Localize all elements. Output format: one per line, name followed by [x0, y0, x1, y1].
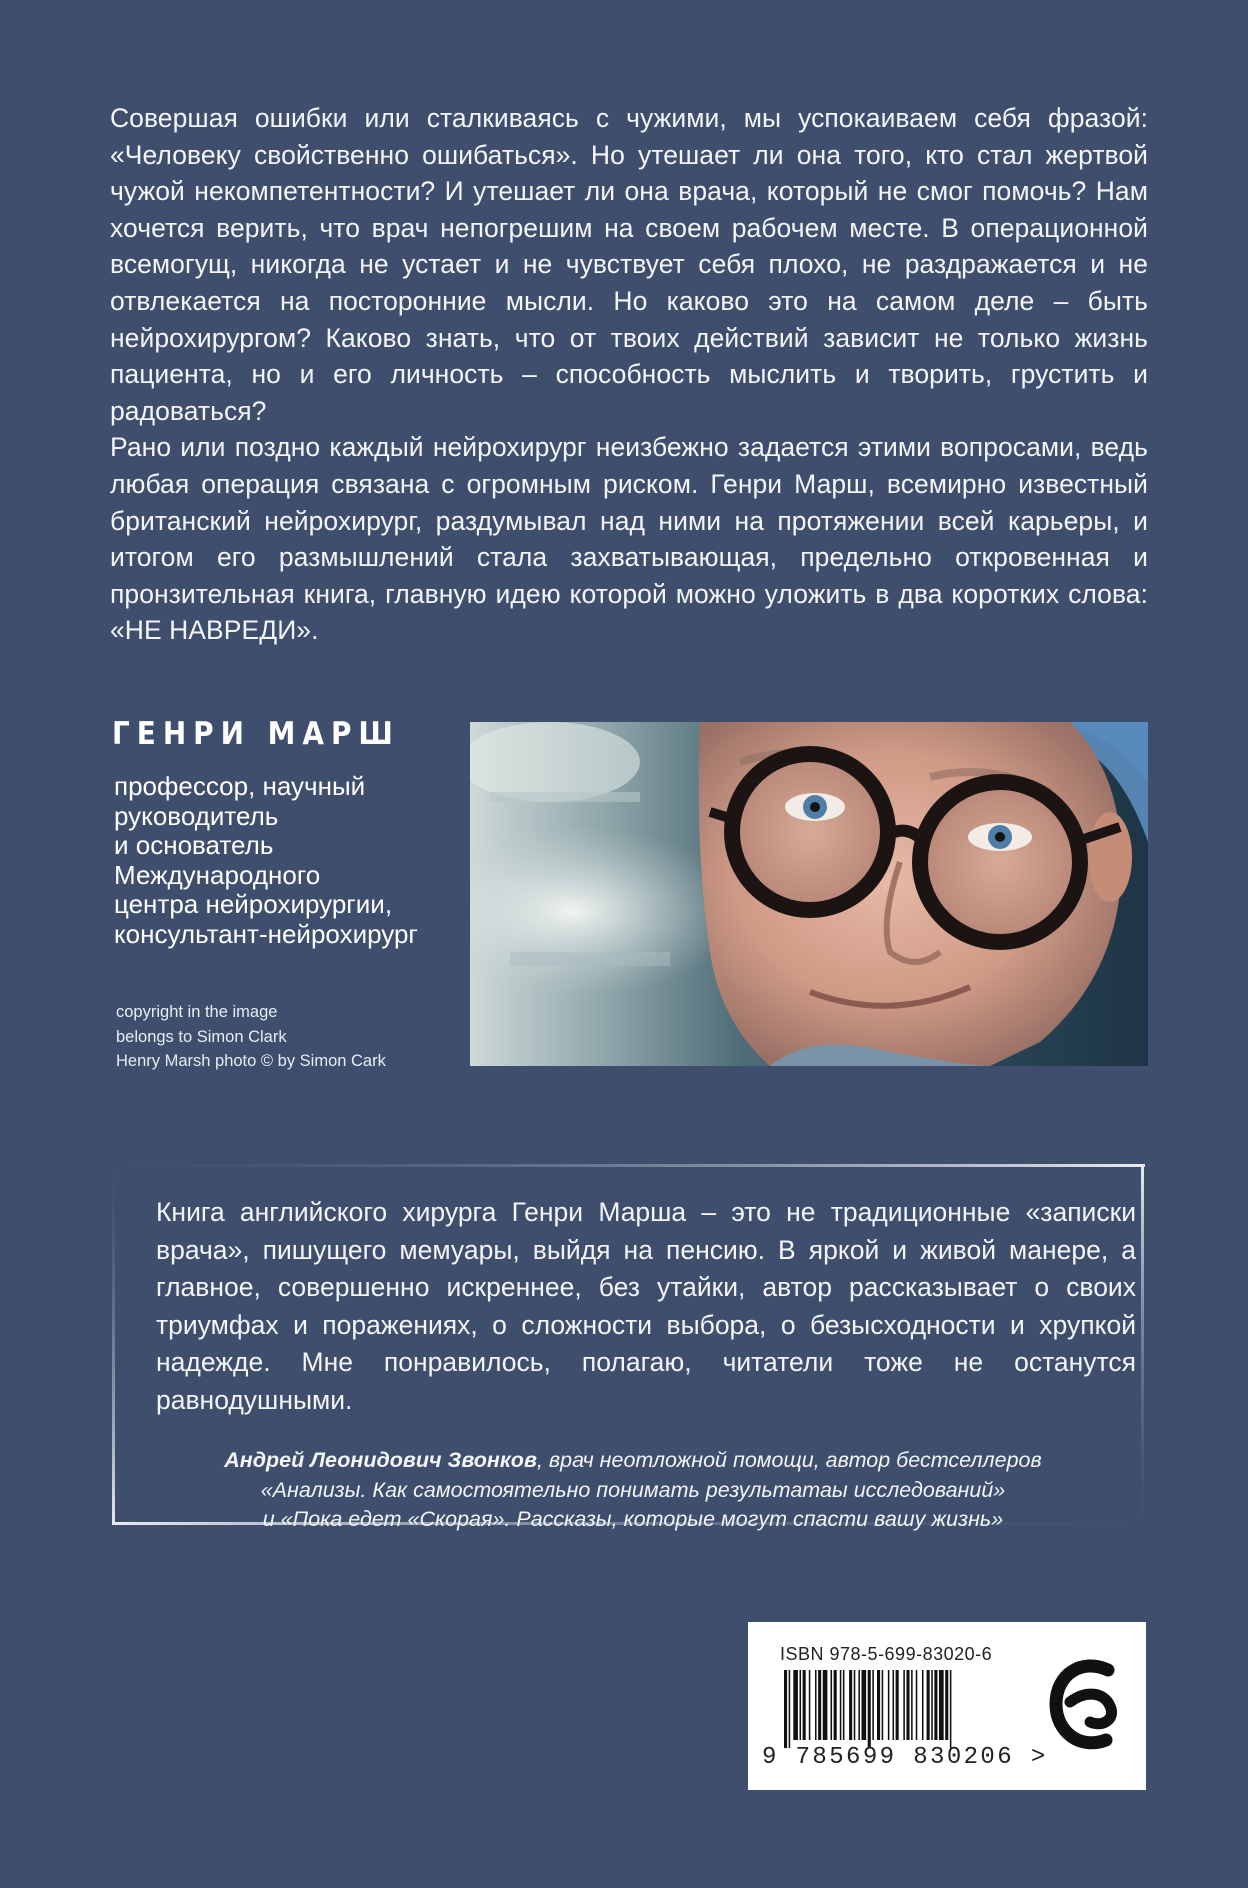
author-title-line: профессор, научный	[114, 771, 366, 801]
barcode-bar	[927, 1670, 930, 1740]
author-title-line: центра нейрохирургии,	[114, 889, 393, 919]
barcode-bar	[800, 1670, 802, 1740]
author-title-line: Международного	[114, 859, 321, 890]
copyright-line: copyright in the image	[116, 1003, 278, 1021]
author-photo	[470, 722, 1148, 1066]
review-credit	[140, 1446, 1126, 1535]
barcode-bar	[950, 1670, 952, 1748]
barcode-bar	[793, 1670, 798, 1740]
barcode-bar	[882, 1670, 884, 1740]
barcode-bar	[916, 1670, 918, 1740]
barcode-bar	[934, 1670, 937, 1740]
barcode-bar	[834, 1670, 837, 1740]
copyright-line: Henry Marsh photo © by Simon Cark	[116, 1052, 386, 1070]
barcode-bar	[888, 1670, 890, 1740]
reviewer-info: , врач неотложной помощи, автор бестселлеров	[536, 1448, 1042, 1472]
barcode-bar	[893, 1670, 895, 1740]
barcode-bar	[840, 1670, 842, 1740]
author-title-line: консультант-нейрохирург	[114, 918, 418, 949]
isbn-number: ISBN 978-5-699-83020-6	[780, 1644, 993, 1664]
barcode-bar	[784, 1670, 787, 1748]
publisher-logo-icon	[1046, 1656, 1126, 1756]
copyright-line: belongs to Simon Clark	[116, 1027, 287, 1046]
barcode-bar	[868, 1670, 871, 1748]
reviewer-name: Андрей Леонидович Звонков	[224, 1448, 537, 1472]
barcode-digits: 9 785699 830206 >	[762, 1744, 1048, 1771]
barcode-bar	[789, 1670, 791, 1748]
author-name: ГЕНРИ МАРШ	[112, 716, 400, 752]
barcode-bar	[823, 1670, 828, 1740]
review-text: Книга английского хирурга Генри Марша – это не традиционные «записки врача», пишущего мемуары, выйдя на пенсию. В яркой и живой манере, а главное, совершенно искреннее, без утайки, автор рассказывает о своих триумфах и поражениях, о сложности выбора, о безысходности и хрупкой надежде. Мне понравилось, полагаю, читатели тоже не останутся равнодушными.	[156, 1197, 1136, 1415]
blurb-paragraph: Рано или поздно каждый нейрохирург неизбежно задается этими вопросами, ведь любая операция связана с огромным риском. Генри Марш, всемирно известный британский нейрохирург, раздумывал над ними на протяжении всей карьеры, и итогом его размышлений стала захватывающая, предельно откровенная и пронзительная книга, главную идею которой можно уложить в два коротких слова: «НЕ НАВРЕДИ».	[110, 432, 1148, 646]
barcode-bar	[922, 1670, 924, 1740]
barcode-bar	[854, 1670, 856, 1740]
barcode-bar	[872, 1670, 874, 1740]
barcode-bar	[843, 1670, 845, 1740]
barcode-bar	[877, 1670, 880, 1740]
reviewer-info: «Анализы. Как самостоятельно понимать результатаы исследований»	[260, 1477, 1006, 1502]
barcode-bar	[903, 1670, 905, 1740]
barcode-bar	[939, 1670, 944, 1740]
barcode-bar	[849, 1670, 852, 1740]
author-title-line: руководитель	[114, 800, 279, 831]
barcode-bar	[911, 1670, 913, 1740]
barcode-bar	[896, 1670, 899, 1740]
barcode-bar	[803, 1670, 806, 1740]
reviewer-info: и «Пока едет «Скорая». Рассказы, которые могут спасти вашу жизнь»	[262, 1507, 1004, 1531]
photo-copyright	[116, 1000, 416, 1074]
barcode-bar	[931, 1670, 933, 1740]
barcode-bar	[945, 1670, 948, 1740]
barcode-bar	[906, 1670, 909, 1740]
barcode-bar	[809, 1670, 811, 1740]
barcode-bar	[815, 1670, 817, 1740]
author-title	[114, 772, 474, 949]
blurb-paragraph: Совершая ошибки или сталкиваясь с чужими, мы успокаиваем себя фразой: «Человеку свойственно ошибаться». Но утешает ли она того, кто стал жертвой чужой некомпетентности? И утешает ли она врача, который не смог помочь? Нам хочется верить, что врач непогрешим на своем рабочем месте. В операционной всемогущ, никогда не устает и не чувствует себя плохо, не раздражается и не отвлекается на посторонние мысли. Но каково это на самом деле – быть нейрохирургом? Каково знать, что от твоих действий зависит не только жизнь пациента, но и его личность – способность мыслить и творить, грустить и радоваться?	[110, 103, 1148, 426]
barcode-bar	[858, 1670, 860, 1740]
barcode-bar	[862, 1670, 867, 1740]
barcode-bars	[784, 1670, 1012, 1748]
barcode-bar	[831, 1670, 833, 1740]
barcode-box	[748, 1622, 1146, 1790]
barcode-bar	[818, 1670, 821, 1740]
author-title-line: и основатель	[114, 830, 274, 860]
book-blurb	[110, 100, 1148, 649]
